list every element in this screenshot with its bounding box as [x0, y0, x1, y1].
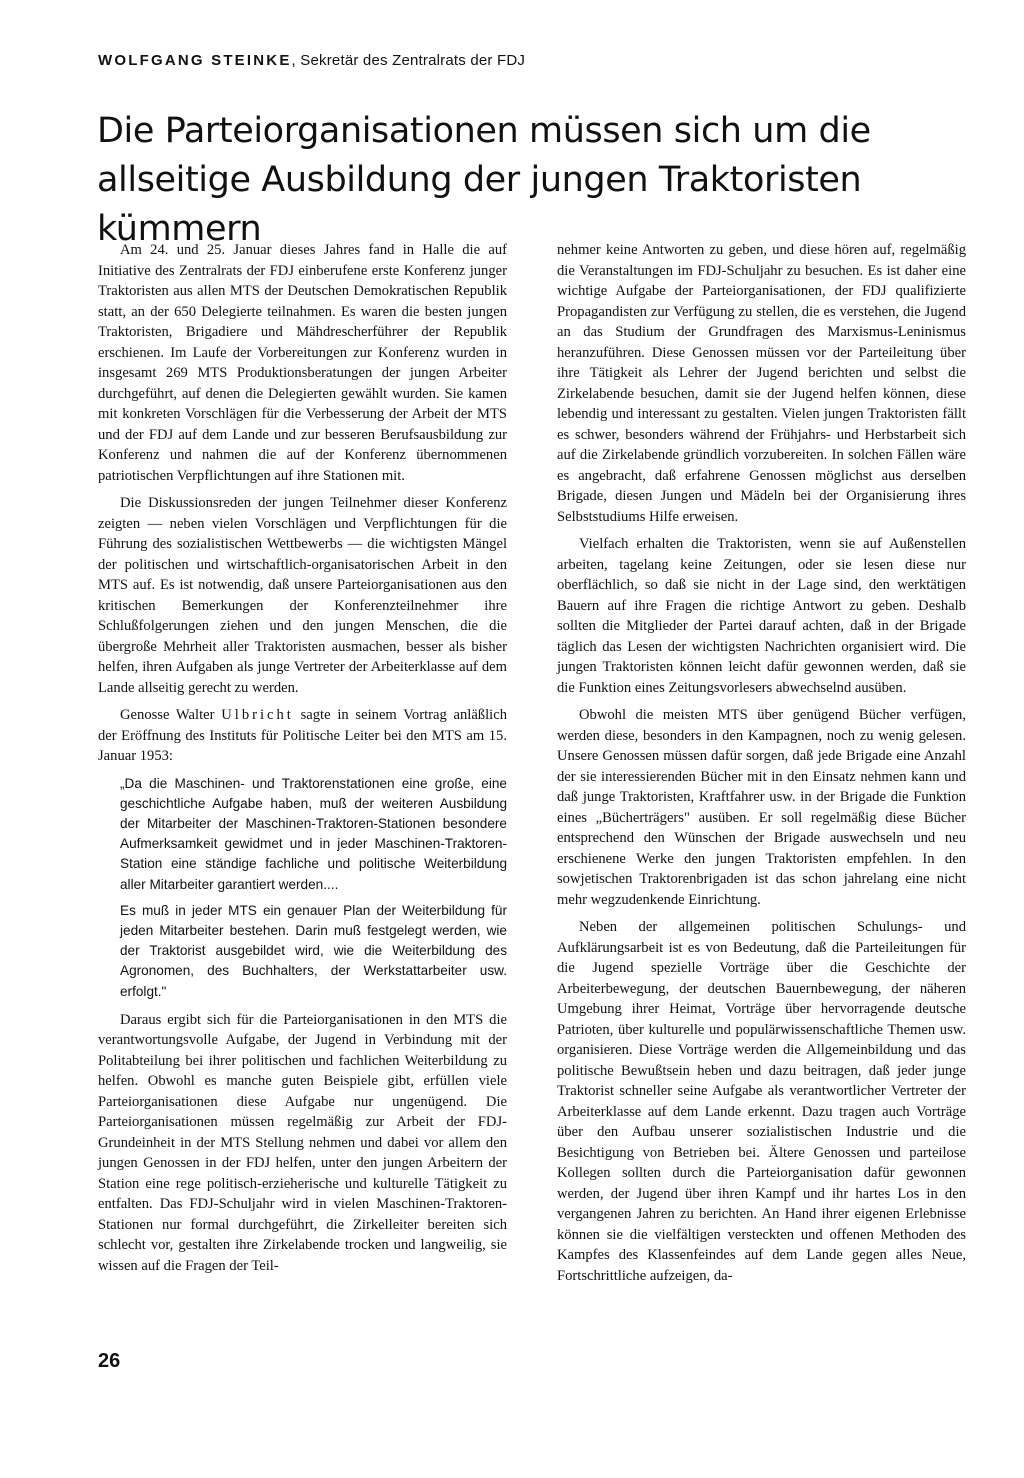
paragraph: Daraus ergibt sich für die Parteiorganisationen in den MTS die verantwortungsvolle Aufgabe, der Jugend in Verbindung mit der Politabteilung bei ihrer politischen und fachlichen Weiterbildung zu helfen. Obwohl es manche guten Beispiele gibt, erfüllen viele Parteiorganisationen diese Aufgabe nur ungenügend. Die Parteiorganisationen müssen regelmäßig zur Arbeit der FDJ-Grundeinheit in der MTS Stellung nehmen und dabei vor allem den jungen Genossen in der FDJ helfen, unter den jungen Arbeitern der Station eine rege politisch-erzieherische und kulturelle Tätigkeit zu entfalten. Das FDJ-Schuljahr wird in vielen Maschinen-Traktoren-Stationen nur formal durchgeführt, die Zirkelleiter bereiten sich schlecht vor, gestalten ihre Zirkelabende trocken und langweilig, sie wissen auf die Fragen der Teil-: [98, 1011, 507, 1274]
paragraph-text: Genosse Walter: [120, 707, 222, 723]
left-column: [98, 240, 507, 1283]
paragraph-text: sagte in seinem Vortrag anläßlich der Eröffnung des Instituts für Politische Leiter bei den MTS am 15. Januar 1953:: [98, 707, 507, 764]
byline: [98, 52, 525, 69]
block-quote: [120, 774, 507, 1002]
paragraph: [98, 705, 507, 767]
page-number: 26: [98, 1350, 121, 1372]
paragraph: Neben der allgemeinen politischen Schulungs- und Aufklärungsarbeit ist es von Bedeutung, daß die Parteileitungen für die Jugend spezielle Vorträge über die Geschichte der Arbeiterbewegung, der deutschen Bauernbewegung, der näheren Umgebung ihrer Heimat, Vorträge über hervorragende deutsche Patrioten, über kulturelle und populärwissenschaftliche Themen usw. organisieren. Diese Vorträge werden die Allgemeinbildung und das politische Bewußtsein heben und dazu beitragen, daß jeder junge Traktorist schneller seine Aufgabe als verantwortlicher Vertreter der Arbeiterklasse auf dem Lande erkennt. Dazu tragen auch Vorträge über den Aufbau unserer sozialistischen Industrie und die Besichtigung von Betrieben bei. Ältere Genossen und parteilose Kollegen sollten durch die Parteiorganisation dafür gewonnen werden, der Jugend über ihren Kampf und ihr hartes Los in den vergangenen Jahren zu berichten. An Hand ihrer eigenen Erlebnisse können sie die vielfältigen versteckten und offenen Methoden des Kampfes des Klassenfeindes auf dem Lande gegen alles Neue, Fortschrittliche aufzeigen, da-: [557, 919, 966, 1284]
right-column: [557, 240, 966, 1293]
paragraph: Obwohl die meisten MTS über genügend Bücher verfügen, werden diese, besonders in den Kampagnen, noch zu wenig gelesen. Unsere Genossen müssen dafür sorgen, daß jede Brigade eine Anzahl der sie interessierenden Bücher mit in den Einsatz nehmen kann und daß junge Traktoristen, Kraftfahrer usw. in der Brigade die Funktion eines „Bücherträgers" ausüben. Er soll regelmäßig diese Bücher entsprechend den Wünschen der Brigade auswechseln und neu erschienene Werke den jungen Traktoristen empfehlen. In den sowjetischen Traktorenbrigaden ist das schon jahrelang eine nicht mehr wegzudenkende Einrichtung.: [557, 707, 966, 908]
emphasized-name: Ulbricht: [221, 707, 294, 723]
paragraph: Die Diskussionsreden der jungen Teilnehmer dieser Konferenz zeigten — neben vielen Vorschlägen und Verpflichtungen für die Führung des sozialistischen Wettbewerbs — die wichtigsten Mängel der politischen und wirtschaftlich-organisatorischen Arbeit in den MTS auf. Es ist notwendig, daß unsere Parteiorganisationen aus den kritischen Bemerkungen der Konferenzteilnehmer ihre Schlußfolgerungen ziehen und den jungen Menschen, die die übergroße Mehrheit aller Traktoristen ausmachen, besser als bisher helfen, ihren Aufgaben als junge Vertreter der Arbeiterklasse auf dem Lande allseitig gerecht zu werden.: [98, 495, 507, 696]
paragraph: Am 24. und 25. Januar dieses Jahres fand in Halle die auf Initiative des Zentralrats der FDJ einberufene erste Konferenz junger Traktoristen aus allen MTS der Deutschen Demokratischen Republik statt, an der 650 Delegierte teilnahmen. Es waren die besten jungen Traktoristen, Brigadiere und Mähdrescherführer der Republik erschienen. Im Laufe der Vorbereitungen zur Konferenz wurden in insgesamt 269 MTS Produktionsberatungen der jungen Arbeiter durchgeführt, auf denen die Delegierten gewählt wurden. Sie kamen mit konkreten Vorschlägen für die Verbesserung der Arbeit der MTS und der FDJ auf dem Lande und zur besseren Berufsausbildung zur Konferenz und nahmen die auf der Konferenz übernommenen patriotischen Verpflichtungen auf ihre Stationen mit.: [98, 242, 507, 484]
article-headline: Die Parteiorganisationen müssen sich um die allseitige Ausbildung der jungen Traktoristen kümmern: [97, 111, 871, 249]
paragraph-continued: nehmer keine Antworten zu geben, und diese hören auf, regelmäßig die Veranstaltungen im FDJ-Schuljahr zu besuchen. Es ist daher eine wichtige Aufgabe der Parteiorganisationen, der FDJ qualifizierte Propagandisten zur Verfügung zu stellen, die es verstehen, die Jugend an das Studium der Grundfragen des Marxismus-Leninismus heranzuführen. Diese Genossen müssen vor der Parteileitung über ihre Tätigkeit als Lehrer der Jugend berichten und selbst die Zirkelabende besuchen, damit sie der Jugend helfen können, diese lebendig und interessant zu gestalten. Vielen jungen Traktoristen fällt es schwer, besonders während der Frühjahrs- und Herbstarbeit sich auf die Zirkelabende gründlich vorzubereiten. In solchen Fällen wäre es angebracht, daß erfahrene Genossen möglichst aus derselben Brigade, diesen Jungen und Mädeln bei der Organisierung ihres Selbststudiums Hilfe erweisen.: [557, 242, 966, 525]
paragraph: Vielfach erhalten die Traktoristen, wenn sie auf Außenstellen arbeiten, tagelang keine Zeitungen, oder sie lesen diese nur oberflächlich, so daß sie nicht in der Lage sind, den werktätigen Bauern auf ihre Fragen die richtige Antwort zu geben. Deshalb sollten die Mitglieder der Partei darauf achten, daß in der Brigade täglich das Lesen der wichtigsten Nachrichten organisiert wird. Die jungen Traktoristen können leicht dafür gewonnen werden, daß sie die Funktion eines Zeitungsvorlesers abwechselnd ausüben.: [557, 536, 966, 696]
author-name: WOLFGANG STEINKE: [98, 52, 292, 69]
author-role: , Sekretär des Zentralrats der FDJ: [291, 52, 526, 69]
quote-paragraph: Es muß in jeder MTS ein genauer Plan der Weiterbildung für jeden Mitarbeiter bestehen. Darin muß festgelegt werden, wie der Traktorist ausgebildet wird, wie die Weiterbildung des Agronomen, des Buchhalters, der Werkstattarbeiter usw. erfolgt.": [120, 902, 507, 999]
quote-paragraph: „Da die Maschinen- und Traktorenstationen eine große, eine geschichtliche Aufgabe haben, muß der weiteren Ausbildung der Mitarbeiter der Maschinen-Traktoren-Stationen besondere Aufmerksamkeit gewidmet und in jeder Maschinen-Traktoren-Station eine ständige fachliche und politische Weiterbildung aller Mitarbeiter garantiert werden....: [120, 775, 507, 892]
